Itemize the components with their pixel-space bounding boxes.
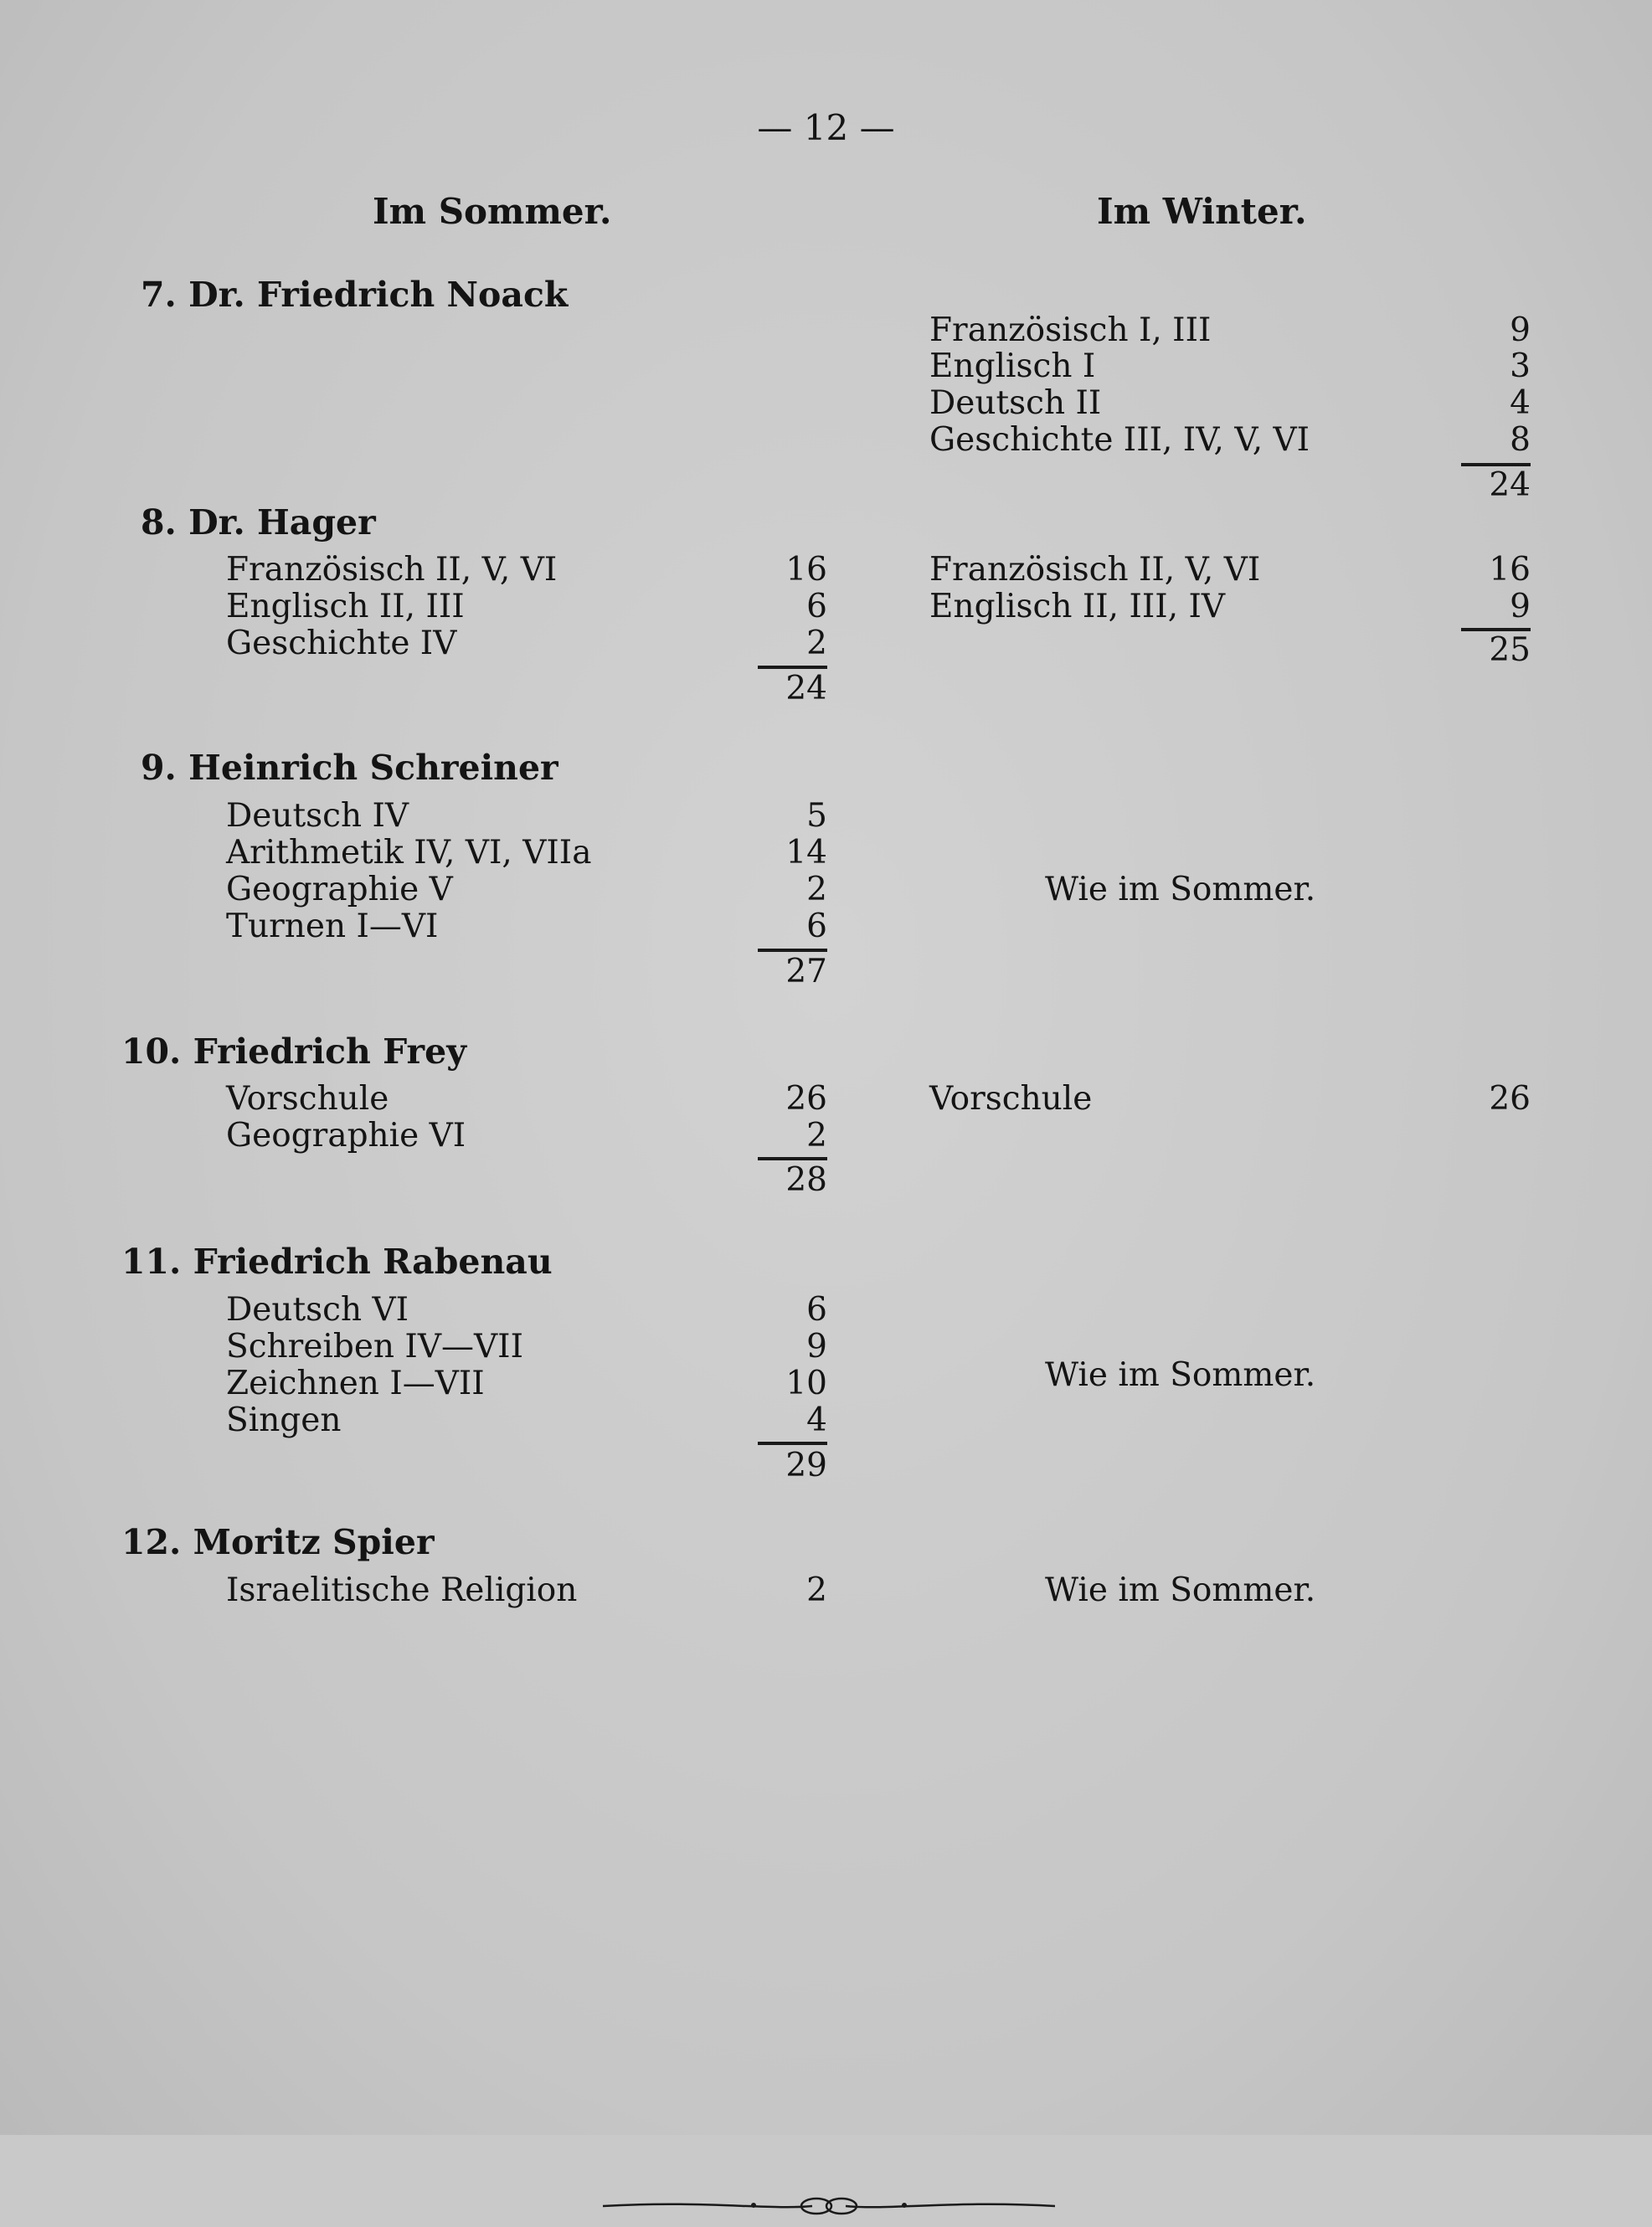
subject-line: Englisch II, III [226, 588, 465, 625]
teacher-heading: 9. Heinrich Schreiner [141, 748, 558, 788]
total-value: 29 [785, 1447, 827, 1484]
hours-value: 2 [806, 1571, 827, 1609]
subject-line: Deutsch VI [226, 1291, 409, 1329]
hours-value: 6 [806, 1291, 827, 1329]
hours-value: 4 [1510, 384, 1531, 422]
hours-value: 2 [806, 1117, 827, 1155]
hours-value: 5 [806, 797, 827, 835]
hours-value: 9 [806, 1328, 827, 1366]
total-value: 24 [785, 670, 827, 707]
subject-line: Französisch I, III [929, 311, 1212, 349]
winter-column-header: Im Winter. [1097, 191, 1307, 232]
total-value: 28 [785, 1161, 827, 1199]
subject-line: Deutsch II [929, 384, 1102, 422]
total-value: 24 [1489, 466, 1531, 504]
subject-line: Deutsch IV [226, 797, 409, 835]
hours-value: 10 [785, 1365, 827, 1402]
hours-value: 16 [1489, 551, 1531, 589]
teacher-heading: 11. Friedrich Rabenau [121, 1242, 553, 1282]
hours-value: 8 [1510, 421, 1531, 459]
total-value: 25 [1489, 631, 1531, 669]
hours-value: 14 [785, 834, 827, 872]
teacher-heading: 7. Dr. Friedrich Noack [141, 275, 569, 315]
hours-value: 16 [785, 551, 827, 589]
subject-line: Geschichte III, IV, V, VI [929, 421, 1310, 459]
subject-line: Turnen I—VI [226, 908, 439, 945]
hours-value: 2 [806, 871, 827, 908]
subject-line: Geographie V [226, 871, 453, 908]
sum-rule [758, 949, 827, 952]
subject-line: Geschichte IV [226, 625, 457, 662]
subject-line: Französisch II, V, VI [929, 551, 1261, 589]
hours-value: 9 [1510, 311, 1531, 349]
sum-rule [758, 666, 827, 669]
subject-line: Vorschule [226, 1080, 389, 1118]
winter-note: Wie im Sommer. [1045, 871, 1316, 908]
ornament-divider-icon [603, 2185, 1055, 2227]
hours-value: 4 [806, 1402, 827, 1439]
subject-line: Geographie VI [226, 1117, 466, 1155]
subject-line: Singen [226, 1402, 342, 1439]
subject-line: Schreiben IV—VII [226, 1328, 523, 1366]
hours-value: 3 [1510, 347, 1531, 385]
hours-value: 26 [785, 1080, 827, 1118]
summer-column-header: Im Sommer. [373, 191, 612, 232]
total-value: 27 [785, 953, 827, 990]
subject-line: Englisch I [929, 347, 1096, 385]
subject-line: Zeichnen I—VII [226, 1365, 485, 1402]
sum-rule [758, 1157, 827, 1160]
teacher-heading: 12. Moritz Spier [121, 1522, 435, 1562]
teacher-heading: 8. Dr. Hager [141, 502, 376, 543]
hours-value: 2 [806, 625, 827, 662]
hours-value: 6 [806, 908, 827, 945]
winter-note: Wie im Sommer. [1045, 1356, 1316, 1394]
subject-line: Vorschule [929, 1080, 1093, 1118]
page-number: — 12 — [757, 107, 895, 148]
subject-line: Arithmetik IV, VI, VIIa [226, 834, 592, 872]
teacher-heading: 10. Friedrich Frey [121, 1031, 467, 1072]
sum-rule [758, 1442, 827, 1445]
subject-line: Englisch II, III, IV [929, 588, 1226, 625]
hours-value: 9 [1510, 588, 1531, 625]
winter-note: Wie im Sommer. [1045, 1571, 1316, 1609]
subject-line: Israelitische Religion [226, 1571, 578, 1609]
hours-value: 6 [806, 588, 827, 625]
subject-line: Französisch II, V, VI [226, 551, 558, 589]
hours-value: 26 [1489, 1080, 1531, 1118]
